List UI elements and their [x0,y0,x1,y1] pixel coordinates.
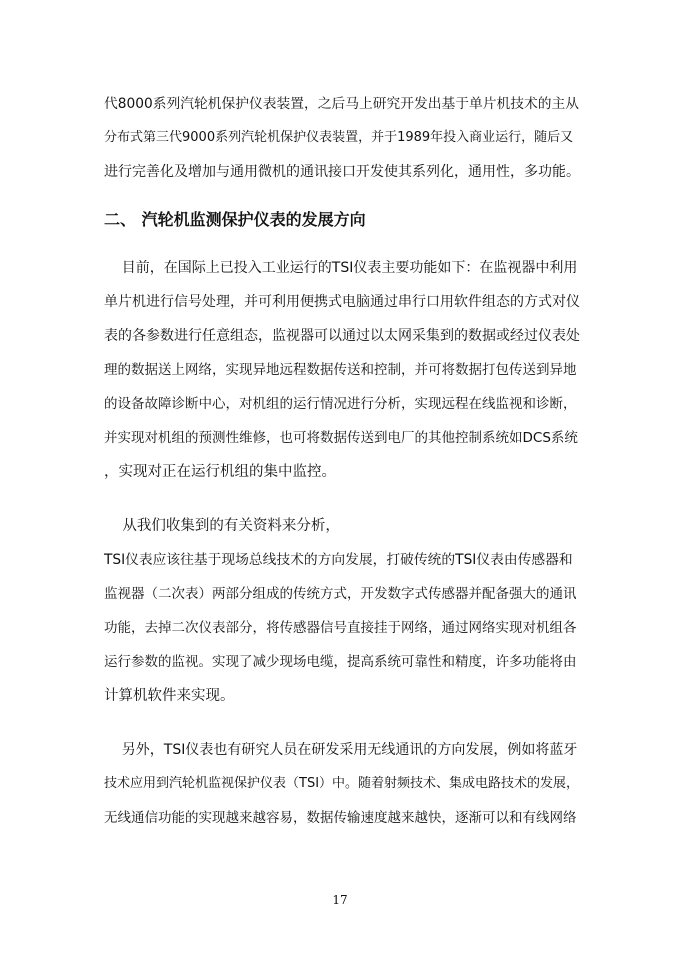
section-heading: 二、 汽轮机监测保护仪表的发展方向 [104,210,366,229]
text-line: 技术应用到汽轮机监视保护仪表（TSI）中。随着射频技术、集成电路技术的发展， [104,776,580,791]
text-line: 计算机软件来实现。 [104,688,235,704]
page-number: 17 [332,893,348,907]
paragraph-functions [104,251,580,489]
paragraph-spacer [104,489,580,509]
text-line: 另外，TSI仪表也有研究人员在研发采用无线通讯的方向发展，例如将蓝牙 [104,742,578,758]
text-line: 目前，在国际上已投入工业运行的TSI仪表主要功能如下：在监视器中利用 [104,260,578,276]
text-line: 进行完善化及增加与通用微机的通讯接口开发使其系列化，通用性，多功能。 [104,164,580,180]
text-line: 的设备故障诊断中心，对机组的运行情况进行分析，实现远程在线监视和诊断， [104,396,577,412]
text-line: 理的数据送上网络，实现异地远程数据传送和控制，并可将数据打包传送到异地 [104,362,577,378]
text-line: 分布式第三代9000系列汽轮机保护仪表装置，并于1989年投入商业运行，随后又 [104,130,574,145]
paragraph-intro [104,87,580,189]
text-line: ，实现对正在运行机组的集中监控。 [104,464,336,480]
text-line: 无线通信功能的实现越来越容易，数据传输速度越来越快，逐渐可以和有线网络 [104,810,577,826]
text-line: 代8000系列汽轮机保护仪表装置，之后马上研究开发出基于单片机技术的主从 [104,96,579,112]
text-line: 单片机进行信号处理，并可利用便携式电脑通过串行口用软件组态的方式对仪 [104,294,580,310]
text-line: 从我们收集到的有关资料来分析， [104,518,340,534]
text-line: 功能，去掉二次仪表部分，将传感器信号直接挂于网络，通过网络实现对机组各 [104,620,577,636]
text-line: TSI仪表应该往基于现场总线技术的方向发展，打破传统的TSI仪表由传感器和 [104,552,573,568]
text-line: 并实现对机组的预测性维修，也可将数据传送到电厂的其他控制系统如DCS系统 [104,430,578,446]
page-body [104,87,580,835]
paragraph-wireless [104,733,580,835]
text-line: 监视器（二次表）两部分组成的传统方式，开发数字式传感器并配备强大的通讯 [104,586,577,602]
text-line: 运行参数的监视。实现了减少现场电缆，提高系统可靠性和精度，许多功能将由 [104,654,577,670]
paragraph-spacer [104,713,580,733]
text-line: 表的各参数进行任意组态，监视器可以通过以太网采集到的数据或经过仪表处 [104,328,580,344]
paragraph-fieldbus [104,509,580,713]
